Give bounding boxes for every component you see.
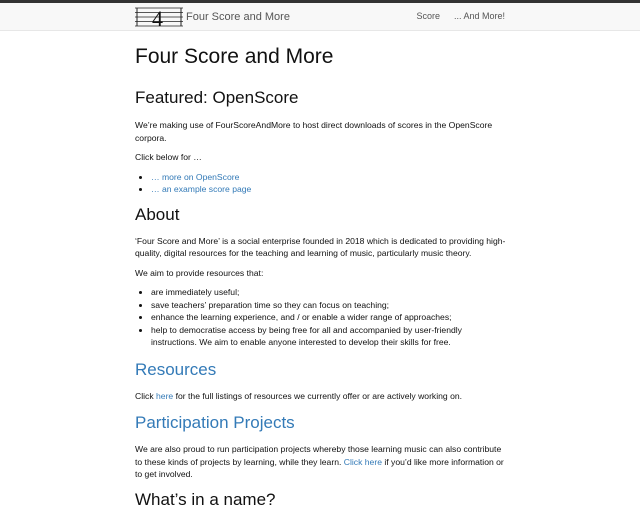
featured-heading: Featured: OpenScore <box>135 88 299 107</box>
resources-paragraph <box>135 390 507 403</box>
list-item: • save teachers’ preparation time so they can focus on teaching; <box>151 299 507 312</box>
staff-logo-icon <box>135 6 183 28</box>
resources-heading[interactable]: Resources <box>135 359 217 379</box>
featured-links-list <box>135 171 507 196</box>
resources-text-after: for the full listings of resources we currently offer or are actively working on. <box>173 390 463 401</box>
logo-digit: 4 <box>152 6 163 28</box>
resources-text-before: Click <box>135 390 157 401</box>
participation-text-before: We are also proud to run participation projects whereby those learning music can also contribute to these kinds of projects by learning, while they learn. <box>135 444 502 467</box>
participation-click-here-link[interactable]: Click here <box>343 456 382 467</box>
nav-menu <box>416 11 505 21</box>
whats-in-a-name-heading: What’s in a name? <box>135 489 276 509</box>
aim-intro: We aim to provide resources that: <box>135 267 264 278</box>
about-heading: About <box>135 204 180 224</box>
aims-list <box>135 286 507 349</box>
about-paragraph: ‘Four Score and More’ is a social enterprise founded in 2018 which is dedicated to providing high-quality, digital resources for the teaching and learning of music, particularly music theory. <box>135 235 506 258</box>
nav-item-and-more[interactable]: ... And More! <box>453 11 505 21</box>
brand-text[interactable]: Four Score and More <box>186 11 290 23</box>
list-item: • help to democratise access by being free for all and accompanied by user-friendly instructions. We aim to enable anyone interested to develop their skills for free. <box>151 324 507 349</box>
participation-heading[interactable]: Participation Projects <box>135 413 295 432</box>
list-item: • are immediately useful; <box>151 286 507 299</box>
list-item <box>151 183 507 196</box>
list-item: • enhance the learning experience, and / or enable a wider range of approaches; <box>151 311 507 324</box>
nav-item-score[interactable]: Score <box>416 11 440 21</box>
resources-here-link[interactable]: here <box>156 390 174 401</box>
example-score-link[interactable]: … an example score page <box>151 184 252 194</box>
main-content <box>135 30 507 511</box>
list-item <box>151 171 507 184</box>
click-below-text: Click below for … <box>135 152 202 162</box>
openscore-link[interactable]: … more on OpenScore <box>151 171 240 182</box>
participation-text-after: if you’d like more information or to get involved. <box>135 456 504 479</box>
participation-paragraph <box>135 443 507 481</box>
brand[interactable] <box>135 5 290 29</box>
page-title: Four Score and More <box>135 45 334 68</box>
featured-paragraph: We’re making use of FourScoreAndMore to host direct downloads of scores in the OpenScore corpora. <box>135 120 493 143</box>
navbar <box>0 3 640 31</box>
